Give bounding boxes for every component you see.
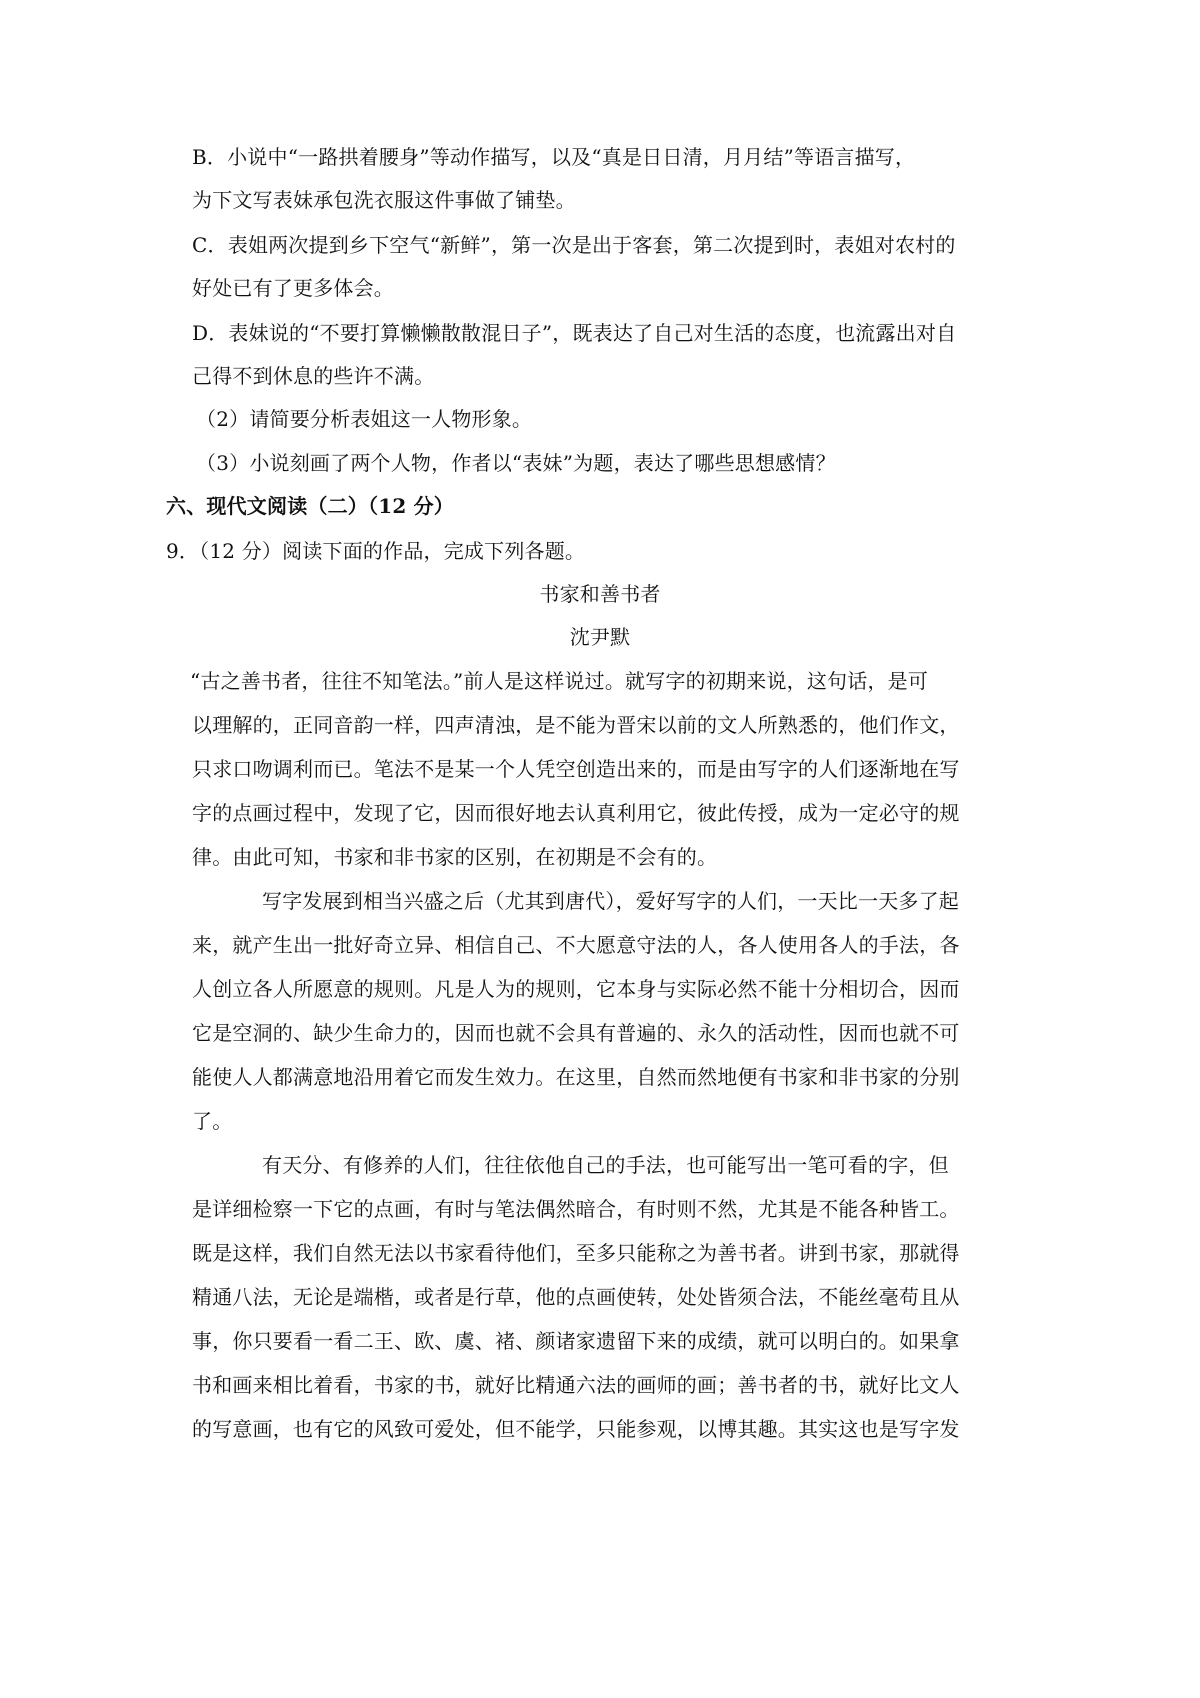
question-2: （2）请简要分析表姐这一人物形象。 xyxy=(196,407,533,431)
paragraph-2-line: 人创立各人所愿意的规则。凡是人为的规则，它本身与实际必然不能十分相切合，因而 xyxy=(192,977,960,1001)
paragraph-3-line: 事，你只要看一看二王、欧、虞、褚、颜诸家遗留下来的成绩，就可以明白的。如果拿 xyxy=(192,1329,960,1353)
paragraph-2-line: 来，就产生出一批好奇立异、相信自己、不大愿意守法的人，各人使用各人的手法，各 xyxy=(192,933,960,957)
paragraph-3-line: 精通八法，无论是端楷，或者是行草，他的点画使转，处处皆须合法，不能丝毫苟且从 xyxy=(192,1285,960,1309)
option-b-line-2: 为下文写表妹承包洗衣服这件事做了铺垫。 xyxy=(192,188,576,212)
article-author: 沈尹默 xyxy=(569,625,631,649)
option-c-line-1: C．表姐两次提到乡下空气“新鲜”，第一次是出于客套，第二次提到时，表姐对农村的 xyxy=(192,233,956,257)
option-b-line-1: B．小说中“一路拱着腰身”等动作描写，以及“真是日日清，月月结”等语言描写， xyxy=(192,145,916,169)
paragraph-3-line: 的写意画，也有它的风致可爱处，但不能学，只能参观，以博其趣。其实这也是写字发 xyxy=(192,1417,960,1441)
section-heading: 六、现代文阅读（二）（12 分） xyxy=(166,494,454,518)
paragraph-3-line: 有天分、有修养的人们，往往依他自己的手法，也可能写出一笔可看的字，但 xyxy=(262,1153,949,1177)
paragraph-1-line: 字的点画过程中，发现了它，因而很好地去认真利用它，彼此传授，成为一定必守的规 xyxy=(192,801,960,825)
paragraph-1-line: 只求口吻调利而已。笔法不是某一个人凭空创造出来的，而是由写字的人们逐渐地在写 xyxy=(192,757,960,781)
option-d-line-1: D．表妹说的“不要打算懒懒散散混日子”，既表达了自己对生活的态度，也流露出对自 xyxy=(192,321,957,345)
question-9-prompt: 9．（12 分）阅读下面的作品，完成下列各题。 xyxy=(166,539,586,563)
option-d-line-2: 己得不到休息的些许不满。 xyxy=(192,364,435,388)
paragraph-3-line: 既是这样，我们自然无法以书家看待他们，至多只能称之为善书者。讲到书家，那就得 xyxy=(192,1241,960,1265)
paragraph-2-line: 它是空洞的、缺少生命力的，因而也就不会具有普遍的、永久的活动性，因而也就不可 xyxy=(192,1021,960,1045)
question-3: （3）小说刻画了两个人物，作者以“表妹”为题，表达了哪些思想感情？ xyxy=(196,451,836,475)
paragraph-3-line: 是详细检察一下它的点画，有时与笔法偶然暗合，有时则不然，尤其是不能各种皆工。 xyxy=(192,1197,960,1221)
paragraph-2-line: 能使人人都满意地沿用着它而发生效力。在这里，自然而然地便有书家和非书家的分别 xyxy=(192,1065,960,1089)
article-title: 书家和善书者 xyxy=(539,582,661,606)
paragraph-2-line: 写字发展到相当兴盛之后（尤其到唐代），爱好写字的人们，一天比一天多了起 xyxy=(262,889,959,913)
option-c-line-2: 好处已有了更多体会。 xyxy=(192,276,394,300)
paragraph-1-line: “古之善书者，往往不知笔法。”前人是这样说过。就写字的初期来说，这句话，是可 xyxy=(190,669,929,693)
paragraph-3-line: 书和画来相比着看，书家的书，就好比精通六法的画师的画；善书者的书，就好比文人 xyxy=(192,1373,960,1397)
paragraph-1-line: 以理解的，正同音韵一样，四声清浊，是不能为晋宋以前的文人所熟悉的，他们作文， xyxy=(192,713,960,737)
paragraph-1-line: 律。由此可知，书家和非书家的区别，在初期是不会有的。 xyxy=(192,845,718,869)
paragraph-2-line: 了。 xyxy=(192,1109,233,1133)
